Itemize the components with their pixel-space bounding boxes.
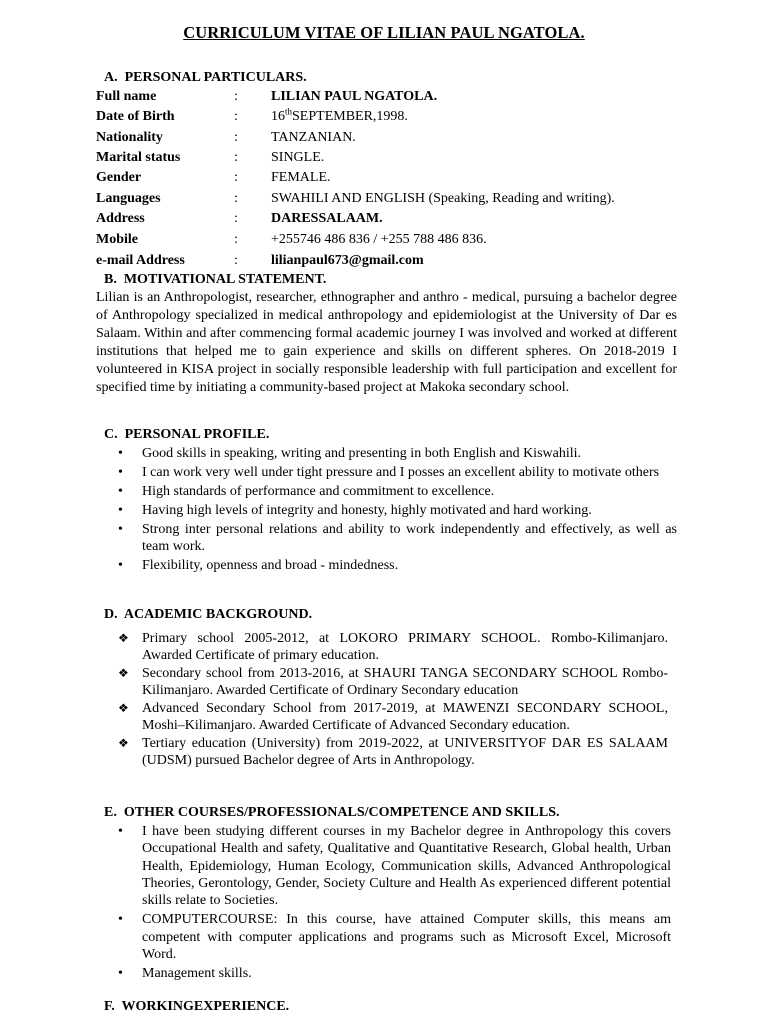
section-a-heading [104,69,307,86]
diamond-bullet-icon: ❖ [118,631,129,645]
gender-row [96,169,696,189]
section-c-label: C. [104,427,118,442]
motivation-paragraph: Lilian is an Anthropologist, researcher, ethnographer and anthro - medical, pursuing a bachelor degree of Anthropology specialized in medical anthropology and epidemiologist at the University of Dar es Salaam. Within and after commencing formal academic journey I was involved and worked at different institutions that helped me to gain experience and skills on different spheres. On 2018-2019 I volunteered in KISA project in socially responsible leadership with full participation and excellent for specified time by initiating a community-based project at Makoka secondary school. [96,290,677,396]
list-item: • Flexibility, openness and broad - mindedness. [118,558,399,573]
section-b-label: B. [104,272,117,287]
diamond-bullet-icon: ❖ [118,701,129,715]
dob-row [96,108,696,128]
bullet-icon: • [118,465,123,480]
dob-label: Date of Birth [96,109,175,124]
email-label: e-mail Address [96,253,185,268]
full-name-value: LILIAN PAUL NGATOLA. [271,89,438,104]
section-d-heading [104,606,312,623]
profile-list-container [96,445,677,574]
gender-label: Gender [96,170,142,185]
colon: : [234,89,238,104]
bullet-icon: • [118,503,123,518]
dob-rest: SEPTEMBER,1998. [292,109,408,124]
section-f-label: F. [104,999,115,1014]
section-c-heading [104,426,269,443]
colon: : [234,232,238,247]
colon: : [234,130,238,145]
academic-list [96,630,668,769]
gender-value: FEMALE. [271,170,331,185]
section-e-label: E. [104,805,117,820]
full-name-label: Full name [96,89,157,104]
address-row [96,210,696,230]
section-c-title: PERSONAL PROFILE. [124,427,270,442]
mobile-label: Mobile [96,232,138,247]
list-item: • Good skills in speaking, writing and presenting in both English and Kiswahili. [118,446,582,461]
colon: : [234,150,238,165]
marital-value: SINGLE. [271,150,325,165]
list-item: ❖ Advanced Secondary School from 2017-2019, at MAWENZI SECONDARY SCHOOL, Moshi–Kilimanjaro. Awarded Certificate of Advanced Secondary education. [118,701,668,733]
list-item: • Having high levels of integrity and honesty, highly motivated and hard working. [118,503,592,518]
address-value: DARESSALAAM. [271,211,383,226]
list-item: • I have been studying different courses in my Bachelor degree in Anthropology this covers Occupational Health and safety, Qualitative and Quantitative Research, Global health, Urban Health, Epidemiology, Human Ecology, Communication skills, Advanced Anthropological Theories, Gerontology, Gender, Society Culture and Health As experienced different potential skills relate to Societies. [118,824,671,909]
nationality-row [96,129,696,149]
document-title: CURRICULUM VITAE OF LILIAN PAUL NGATOLA. [183,23,585,42]
bullet-icon: • [118,522,123,537]
bullet-icon: • [118,824,123,839]
section-f-title: WORKINGEXPERIENCE. [121,999,290,1014]
languages-label: Languages [96,191,161,206]
bullet-icon: • [118,484,123,499]
courses-list [96,823,671,982]
nationality-value: TANZANIAN. [271,130,356,145]
languages-value: SWAHILI AND ENGLISH (Speaking, Reading and writing). [271,191,615,206]
section-b-heading [104,271,326,288]
list-item: • High standards of performance and commitment to excellence. [118,484,495,499]
bullet-icon: • [118,446,123,461]
list-item: ❖ Primary school 2005-2012, at LOKORO PRIMARY SCHOOL. Rombo-Kilimanjaro. Awarded Certificate of primary education. [118,631,668,663]
address-label: Address [96,211,145,226]
section-e-heading [104,804,560,821]
bullet-icon: • [118,558,123,573]
colon: : [234,170,238,185]
dob-day: 16 [271,109,285,124]
languages-row [96,190,696,210]
academic-list-container [96,630,668,769]
colon: : [234,191,238,206]
list-item: ❖ Secondary school from 2013-2016, at SHAURI TANGA SECONDARY SCHOOL Rombo-Kilimanjaro. Awarded Certificate of Ordinary Secondary education [118,666,668,698]
email-value[interactable]: lilianpaul673@gmail.com [271,253,424,268]
dob-suffix: th [285,106,293,117]
nationality-label: Nationality [96,130,163,145]
section-d-label: D. [104,607,118,622]
diamond-bullet-icon: ❖ [118,736,129,750]
full-name-row [96,88,696,108]
colon: : [234,211,238,226]
section-b-title: MOTIVATIONAL STATEMENT. [123,272,327,287]
colon: : [234,253,238,268]
marital-label: Marital status [96,150,181,165]
computer-course-lead: COMPUTERCOURSE: [142,912,278,928]
courses-list-container [96,823,671,982]
diamond-bullet-icon: ❖ [118,666,129,680]
list-item: • COMPUTERCOURSE: In this course, have attained Computer skills, this means am competent with computer applications and programs such as Microsoft Excel, Microsoft Word. [118,912,671,963]
profile-list [96,445,677,574]
colon: : [234,109,238,124]
section-a-title: PERSONAL PARTICULARS. [124,70,307,85]
list-item: • I can work very well under tight pressure and I posses an excellent ability to motivate others [118,465,660,480]
email-row [96,252,696,272]
section-f-heading [104,998,289,1015]
bullet-icon: • [118,966,123,982]
list-item: • Management skills. [118,966,252,982]
list-item: ❖ Tertiary education (University) from 2019-2022, at UNIVERSITYOF DAR ES SALAAM (UDSM) pursued Bachelor degree of Arts in Anthropology. [118,736,668,768]
section-d-title: ACADEMIC BACKGROUND. [123,607,313,622]
section-e-title: OTHER COURSES/PROFESSIONALS/COMPETENCE AND SKILLS. [123,805,560,820]
section-a-label: A. [104,70,118,85]
marital-row [96,149,696,169]
list-item: • Strong inter personal relations and ability to work independently and effectively, as well as team work. [118,522,677,554]
dob-value [271,108,408,125]
bullet-icon: • [118,912,123,928]
mobile-row [96,231,696,251]
mobile-value: +255746 486 836 / +255 788 486 836. [271,232,487,247]
